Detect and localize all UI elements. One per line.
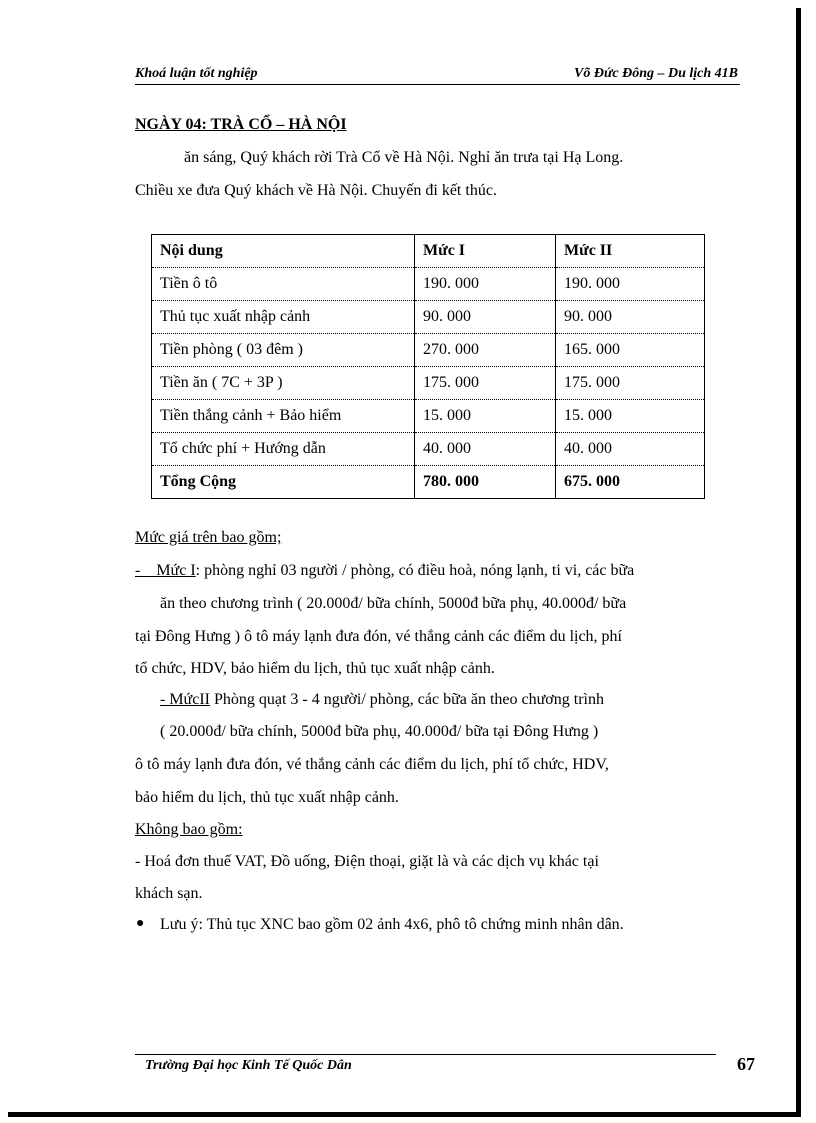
- row-level-1: 15. 000: [415, 400, 556, 433]
- row-level-2: 40. 000: [556, 433, 705, 466]
- row-label: Tiền ăn ( 7C + 3P ): [152, 367, 415, 400]
- table-row: [152, 334, 705, 367]
- header-content: Nội dung: [152, 235, 415, 268]
- header-level-2: Mức II: [556, 235, 705, 268]
- table-row: [152, 268, 705, 301]
- row-label: Tiền thắng cảnh + Bảo hiểm: [152, 400, 415, 433]
- table-row: [152, 433, 705, 466]
- level1-line-3: tại Đông Hưng ) ô tô máy lạnh đưa đón, vé thắng cảnh các điểm du lịch, phí: [135, 628, 622, 645]
- day-title: NGÀY 04: TRÀ CỔ – HÀ NỘI: [135, 116, 347, 133]
- level2-text: Phòng quạt 3 - 4 người/ phòng, các bữa ăn theo chương trình: [209, 691, 604, 708]
- row-level-2: 175. 000: [556, 367, 705, 400]
- level2-line-1: [160, 690, 739, 710]
- total-level-1: 780. 000: [415, 466, 556, 499]
- excludes-line-1: - Hoá đơn thuế VAT, Đồ uống, Điện thoại, giặt là và các dịch vụ khác tại: [135, 853, 599, 870]
- total-level-2: 675. 000: [556, 466, 705, 499]
- level2-label: - MứcII: [160, 691, 210, 708]
- total-label: Tổng Cộng: [152, 466, 415, 499]
- row-label: Tiền phòng ( 03 đêm ): [152, 334, 415, 367]
- intro-line-2: Chiều xe đưa Quý khách về Hà Nội. Chuyến đi kết thúc.: [135, 182, 497, 199]
- page-number: 67: [737, 1054, 755, 1074]
- level2-line-4: bảo hiểm du lịch, thủ tục xuất nhập cảnh.: [135, 789, 399, 806]
- row-label: Tổ chức phí + Hướng dẫn: [152, 433, 415, 466]
- excludes-heading: Không bao gồm:: [135, 821, 243, 838]
- level1-label: - Mức I: [135, 562, 196, 579]
- header-author: Võ Đức Đông – Du lịch 41B: [574, 66, 738, 81]
- table-header-row: [152, 235, 705, 268]
- level2-line-3: ô tô máy lạnh đưa đón, vé thắng cảnh các điểm du lịch, phí tổ chức, HDV,: [135, 756, 609, 773]
- header-thesis-label: Khoá luận tốt nghiệp: [135, 66, 258, 81]
- table-row: [152, 400, 705, 433]
- level1-line-2: ăn theo chương trình ( 20.000đ/ bữa chính, 5000đ bữa phụ, 40.000đ/ bữa: [160, 595, 627, 612]
- page-border-right: [796, 8, 801, 1116]
- footer-divider: [135, 1054, 716, 1055]
- bullet-icon: ●: [136, 916, 145, 931]
- row-level-1: 190. 000: [415, 268, 556, 301]
- row-level-1: 90. 000: [415, 301, 556, 334]
- level1-text: : phòng nghỉ 03 người / phòng, có điều hoà, nóng lạnh, ti vi, các bữa: [195, 562, 635, 579]
- includes-heading: Mức giá trên bao gồm;: [135, 529, 282, 546]
- row-label: Thủ tục xuất nhập cảnh: [152, 301, 415, 334]
- row-level-2: 90. 000: [556, 301, 705, 334]
- row-label: Tiền ô tô: [152, 268, 415, 301]
- footer-school: Trường Đại học Kinh Tế Quốc Dân: [145, 1058, 352, 1073]
- excludes-line-2: khách sạn.: [135, 885, 203, 902]
- row-level-1: 40. 000: [415, 433, 556, 466]
- header-level-1: Mức I: [415, 235, 556, 268]
- page-border-bottom: [8, 1112, 801, 1117]
- row-level-2: 165. 000: [556, 334, 705, 367]
- level1-line-4: tổ chức, HDV, bảo hiểm du lịch, thủ tục xuất nhập cảnh.: [135, 660, 495, 677]
- row-level-2: 190. 000: [556, 268, 705, 301]
- table-row: [152, 301, 705, 334]
- level1-line-1: [135, 561, 739, 581]
- row-level-2: 15. 000: [556, 400, 705, 433]
- level2-line-2: ( 20.000đ/ bữa chính, 5000đ bữa phụ, 40.000đ/ bữa tại Đông Hưng ): [160, 723, 599, 740]
- table-total-row: [152, 466, 705, 499]
- row-level-1: 175. 000: [415, 367, 556, 400]
- row-level-1: 270. 000: [415, 334, 556, 367]
- note-text: Lưu ý: Thủ tục XNC bao gồm 02 ảnh 4x6, phô tô chứng minh nhân dân.: [160, 916, 624, 933]
- intro-line-1: ăn sáng, Quý khách rời Trà Cổ về Hà Nội. Nghỉ ăn trưa tại Hạ Long.: [184, 149, 624, 166]
- page-header: [135, 64, 740, 85]
- table-row: [152, 367, 705, 400]
- cost-table: [151, 234, 705, 499]
